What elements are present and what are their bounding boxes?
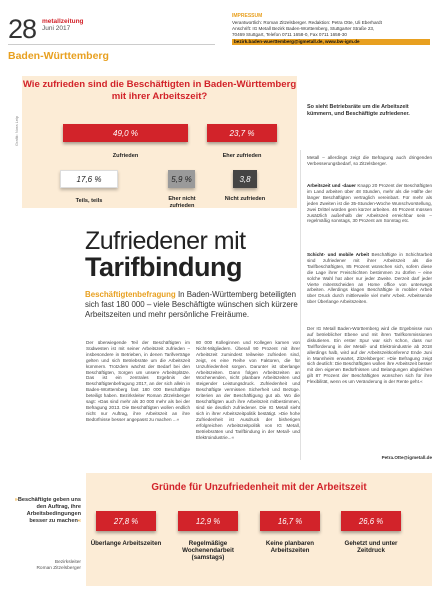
impressum-line: Verantwortlich: Roman Zitzelsberger. Redaktion: Petra Otte, Uli Eberhardt	[232, 19, 382, 25]
impressum-line: 70469 Stuttgart, Telefon 0711 1658-0, Fax 0711 1658-30	[232, 31, 347, 37]
side-paragraph	[307, 326, 432, 452]
impressum-line: Anschrift: IG Metall Bezirk Baden-Württemberg, Stuttgarter Straße 23,	[232, 25, 375, 31]
reason-tile: 12,9 %	[178, 511, 238, 531]
lead-paragraph	[85, 290, 299, 320]
label-eher-zufrieden: Eher zufrieden	[222, 153, 262, 159]
reason-tile: 16,7 %	[260, 511, 320, 531]
publication-date: Juni 2017	[42, 25, 71, 32]
tile-eher-nicht-zufrieden: 5,9 %	[168, 170, 195, 188]
side-note: So sieht Betriebsräte um die Arbeitszeit kümmern, und Beschäftigte zufriedener.	[307, 104, 410, 117]
impressum	[232, 14, 430, 45]
side-paragraph-heading: Arbeitszeit und -dauer	[307, 183, 356, 188]
tile-teils-teils: 17,6 %	[60, 170, 118, 188]
lead-text: In Baden-Württemberg beteiligten sich fast 180 000 – viele Beschäftigte wünschen sich kürzere Arbeitszeiten und mehr persönliche Freiräume.	[85, 290, 298, 319]
impressum-email-bar[interactable]: bezirk.baden-wuerttemberg@igmetall.de, www.bw-igm.de	[232, 39, 430, 45]
body-column-1: Der überwiegende Teil der Beschäftigten im Südwesten ist mit seiner Arbeitszeit zufrieden – insbesondere in Betrieben, in denen Tarifverträge gelten und sich Betriebsräte um die Arbeitszeit kümmern. Trotzdem wächst der Bedarf bei den Beschäftigten, Sorgen um unsere Arbeitsplätze. Das ist ein zentrales Ergebnis der Beschäftigtenbefragung 2017, an der sich allein in Baden-Württemberg fast 180 000 Beschäftigte beteiligt haben. Bezirksleiter Roman Zitzelsberger sagt: »Das sind mehr als 30 000 mehr als bei der Befragung 2013. Die Beschäftigten wollen endlich nicht nur Auftrag, ihre Arbeitszeit an ihre Bedürfnisse besser angepasst zu machen ...«	[86, 340, 190, 422]
label-zufrieden: Zufrieden	[112, 153, 139, 159]
region-title: Baden-Württemberg	[8, 50, 109, 62]
side-paragraph-text: Beschäftigte in Schichtarbeit sind zufriedener mit ihrer Arbeitszeit als die Tarifbeschäftigten, 85 Prozent wünschen sich, sofern diese die Lage ihrer Freischichten bestimmen zu dürfen – eine solche Wahl hat aber nur jeder Zweite. Derzeit darf jeder Vierte mitentscheiden an Home office von unterwegs arbeiten. Allerdings klagen Beschäftigte in mobiler Arbeit über Druck durch mittlerweile viel mehr Arbeit. Arbeitsende über Überlange Arbeitszeiten.	[307, 252, 432, 305]
reason-tile: 26,6 %	[341, 511, 401, 531]
side-paragraph-text: Knapp 20 Prozent der Beschäftigten im Land arbeiten über 48 Stunden, mehr als die Hälfte der länger Beschäftigten vertraglich vereinbart. Für mehr als jeden Zweiten ist die 35-Stunden-Woche Wunschvorstellung, zwei Drittel würden gern kürzer arbeiten. 46 Prozent müssen zusätzlich außerhalb der Arbeitszeit erreichbar sein – regelmäßig sonntags, 30 Prozent am Sonntag etc.	[307, 183, 432, 224]
side-paragraph-heading: Schicht- und mobile Arbeit	[307, 252, 370, 257]
publication-info	[42, 18, 84, 32]
column-divider	[300, 150, 301, 460]
reason-label: Keine planbaren Arbeitszeiten	[265, 540, 315, 555]
lead-kicker: Beschäftigtenbefragung	[85, 290, 176, 299]
side-paragraph	[307, 155, 432, 167]
body-column-2: 80 000 Kolleginnen und Kollegen kamen von Nicht-Mitgliedern. Überall 90 Prozent mit ihrer Arbeitszeit zumindest teilweise zufrieden sind, zeigt, es eine Reihe von Faktoren, die für Unzufriedenheit sorgen. Darunter ist überlange Arbeitszeiten. Dann folgen Arbeitszeiten an Wochenenden, nicht planbare Arbeitszeiten und steigender Leistungsdruck. Zufriedenheit und Beschäftigte vermissen Sicherheit und Bezüge. Kriterien an der Beschäftigung gut ab. Wo die Beschäftigten auch ihre Arbeitszeit mitbestimmen, sind sie deutlich zufriedener. Die IG Metall sieht sich in ihrer Arbeitszeitpolitik bestätigt. »Die hohe Zufriedenheit ist Ausdruck der bisherigen erfolgreichen Arbeitszeitpolitik von IG Metall, Betriebsräten und Tarifbindung in der Metall- und Elektroindustrie...«	[196, 340, 300, 440]
quote-source-role: Bezirksleiter	[54, 560, 81, 565]
impressum-title: IMPRESSUM	[232, 13, 263, 19]
quote-source-name: Roman Zitzelsberger	[36, 566, 81, 571]
tile-nicht-zufrieden: 3,8	[233, 170, 257, 188]
quote-source	[9, 560, 81, 572]
quote-close-icon: «	[77, 518, 81, 524]
side-paragraph-text: Der IG Metall Baden-Württemberg wird die Ergebnisse nun auf betrieblicher Ebene und mit ihren Tarifkommissionen diskutieren. Ein erster Spur war sich schon, dass nur Tarifforderung in der Metall- und Elektroindustrie ab 2018 allerdings halb, wird auf der Arbeitszeitkonferenz Ende Juni in Mannheim erwartet, Zitzelsberger: »Die Befragung zeigt sich deutlich: Die Beschäftigten wollen ihre Arbeitszeit besser mit den eigenen Bedürfnissen und Belangungen abgleichen gilt 87 Prozent der Beschäftigten wünschen sich für ihre Flexibilität, wenn es um Veränderung in der Rente geht.«	[307, 326, 432, 385]
pull-quote	[9, 497, 81, 525]
quote-open-icon: »	[14, 497, 18, 503]
reason-label: Regelmäßige Wochenendarbeit (samstags)	[182, 540, 234, 562]
side-paragraph	[307, 183, 432, 246]
side-paragraph-text: Metall – allerdings zeigt die Befragung auch dringenden Verbesserungsbedarf, so Zitzelsberger.	[307, 155, 432, 166]
label-eher-nicht-zufrieden: Eher nicht zufrieden	[168, 196, 196, 209]
tile-eher-zufrieden: 23,7 %	[207, 124, 277, 142]
side-paragraph	[307, 252, 432, 322]
publication-name: metallzeitung	[42, 18, 84, 25]
quote-text: Beschäftigte geben uns den Auftrag, ihre Arbeitsbedingungen besser zu machen	[17, 497, 81, 524]
headline-line-2: Tarifbindung	[85, 252, 242, 282]
side-signature: Petra.Otte@igmetall.de	[381, 455, 432, 460]
label-nicht-zufrieden: Nicht zufrieden	[224, 196, 266, 202]
tile-zufrieden: 49,0 %	[63, 124, 188, 142]
reason-label: Gehetzt und unter Zeitdruck	[344, 540, 398, 555]
reason-tile: 27,8 %	[96, 511, 156, 531]
label-teils-teils: Teils, teils	[75, 198, 103, 204]
headline-line-1: Zufriedener mit	[85, 227, 246, 255]
photo-credit: Grafik: Nora Leip	[14, 115, 19, 146]
survey-title: Wie zufrieden sind die Beschäftigten in Baden-Württemberg mit ihrer Arbeitszeit?	[22, 79, 297, 102]
header-rule	[8, 44, 215, 45]
page-number: 28	[8, 14, 37, 44]
reason-label: Überlange Arbeitszeiten	[90, 540, 162, 547]
reasons-title: Gründe für Unzufriedenheit mit der Arbeitszeit	[151, 482, 367, 493]
